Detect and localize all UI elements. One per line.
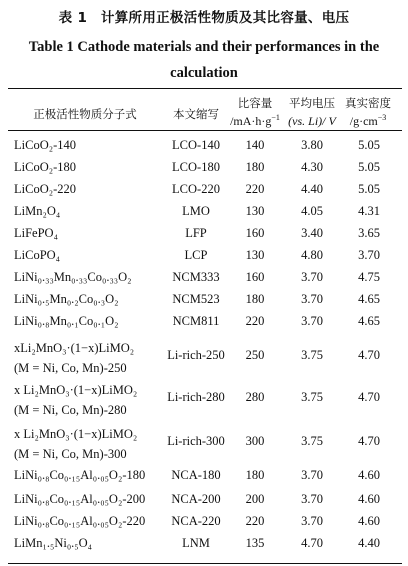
table-row	[8, 292, 402, 312]
table-row	[8, 492, 402, 512]
table-top-rule	[8, 88, 402, 89]
formula-line: (M = Ni, Co, Mn)-280	[14, 403, 127, 417]
formula-cell	[14, 270, 132, 285]
table-row	[8, 160, 402, 180]
formula-line: (M = Ni, Co, Mn)-300	[14, 447, 127, 461]
header-density-sup: −3	[377, 113, 387, 122]
table-row	[8, 468, 402, 488]
density-cell: 4.60	[358, 468, 380, 482]
density-cell: 4.40	[358, 536, 380, 550]
abbrev-cell: LNM	[182, 536, 210, 550]
header-density-unit: /g·cm	[349, 114, 378, 128]
abbrev-cell: NCA-180	[171, 468, 221, 482]
abbrev-cell: NCA-220	[171, 514, 221, 528]
capacity-cell: 160	[245, 226, 265, 240]
table-row	[8, 536, 402, 558]
formula-line: LiFePO₄	[14, 226, 58, 240]
capacity-cell: 180	[245, 160, 265, 174]
formula-cell	[14, 514, 145, 529]
voltage-cell: 3.75	[301, 390, 323, 404]
density-cell: 3.65	[358, 226, 380, 240]
abbrev-cell: Li-rich-300	[167, 434, 225, 448]
density-cell: 3.70	[358, 248, 380, 262]
voltage-cell: 4.40	[301, 182, 323, 196]
formula-cell	[14, 182, 76, 197]
capacity-cell: 300	[245, 434, 265, 448]
formula-cell	[14, 160, 76, 175]
table-row	[8, 226, 402, 246]
density-cell: 4.60	[358, 492, 380, 506]
formula-line: LiMn₂O₄	[14, 204, 61, 218]
formula-cell	[14, 536, 92, 551]
voltage-cell: 4.70	[301, 536, 323, 550]
table-row	[8, 248, 402, 268]
voltage-cell: 3.75	[301, 348, 323, 362]
table-row	[8, 270, 402, 290]
table-caption-english-line1: Table 1 Cathode materials and their performances in the	[28, 39, 380, 55]
capacity-cell: 160	[245, 270, 265, 284]
table-row	[8, 138, 402, 158]
voltage-cell: 3.70	[301, 468, 323, 482]
table-header-rule	[8, 130, 402, 131]
density-cell: 4.70	[358, 434, 380, 448]
density-cell: 5.05	[358, 182, 380, 196]
voltage-cell: 3.75	[301, 434, 323, 448]
abbrev-cell: NCM333	[172, 270, 220, 284]
density-cell: 4.75	[358, 270, 380, 284]
table-row	[8, 338, 402, 378]
capacity-cell: 200	[245, 492, 265, 506]
table-bottom-rule	[8, 563, 402, 564]
formula-cell	[14, 248, 60, 263]
header-abbrev: 本文缩写	[173, 107, 219, 121]
formula-cell	[14, 292, 118, 307]
capacity-cell: 130	[245, 248, 265, 262]
abbrev-cell: LCO-140	[172, 138, 220, 152]
formula-line: LiNi₀.₈Co₀.₁₅Al₀.₀₅O₂-220	[14, 514, 146, 528]
table-row	[8, 314, 402, 334]
header-capacity: 比容量 $/mA\cdot h\cdot g^{-1}$	[230, 96, 280, 128]
voltage-cell: 3.70	[301, 492, 323, 506]
formula-cell	[14, 468, 145, 483]
formula-line: LiNi₀.₈Mn₀.₁Co₀.₁O₂	[14, 314, 119, 328]
formula-line: LiCoO₂-140	[14, 138, 76, 152]
voltage-cell: 3.70	[301, 270, 323, 284]
capacity-cell: 130	[245, 204, 265, 218]
formula-line: LiCoPO₄	[14, 248, 61, 262]
formula-cell	[14, 424, 137, 464]
formula-cell	[14, 138, 76, 153]
table-row	[8, 424, 402, 464]
table-row	[8, 380, 402, 420]
voltage-cell: 3.40	[301, 226, 323, 240]
formula-line: LiMn₁.₅Ni₀.₅O₄	[14, 536, 93, 550]
formula-cell	[14, 314, 118, 329]
capacity-cell: 135	[245, 536, 265, 550]
formula-line: LiCoO₂-180	[14, 160, 76, 174]
formula-cell	[14, 338, 134, 378]
voltage-cell: 3.70	[301, 314, 323, 328]
density-cell: 5.05	[358, 160, 380, 174]
table-caption-chinese: 表 1 计算所用正极活性物质及其比容量、电压	[58, 10, 350, 26]
abbrev-cell: Li-rich-250	[167, 348, 225, 362]
formula-cell	[14, 492, 145, 507]
header-formula: 正极活性物质分子式	[33, 107, 137, 121]
voltage-cell: 4.05	[301, 204, 323, 218]
capacity-cell: 220	[245, 314, 265, 328]
formula-line: (M = Ni, Co, Mn)-250	[14, 361, 127, 375]
abbrev-cell: LCO-180	[172, 160, 220, 174]
header-capacity-unit: /mA·h·g	[230, 114, 272, 128]
voltage-cell: 3.70	[301, 514, 323, 528]
density-cell: 4.70	[358, 348, 380, 362]
header-voltage: 平均电压 (vs. Li)/ V	[288, 96, 336, 128]
formula-line: x Li₂MnO₃·(1−x)LiMO₂	[14, 383, 138, 397]
formula-line: LiNi₀.₅Mn₀.₂Co₀.₃O₂	[14, 292, 119, 306]
density-cell: 5.05	[358, 138, 380, 152]
abbrev-cell: NCA-200	[171, 492, 221, 506]
capacity-cell: 220	[245, 514, 265, 528]
formula-line: xLi₂MnO₃·(1−x)LiMO₂	[14, 341, 135, 355]
capacity-cell: 280	[245, 390, 265, 404]
abbrev-cell: LCO-220	[172, 182, 220, 196]
capacity-cell: 220	[245, 182, 265, 196]
formula-line: LiNi₀.₈Co₀.₁₅Al₀.₀₅O₂-180	[14, 468, 146, 482]
capacity-cell: 180	[245, 292, 265, 306]
abbrev-cell: LFP	[185, 226, 207, 240]
voltage-cell: 3.70	[301, 292, 323, 306]
abbrev-cell: NCM811	[172, 314, 220, 328]
table-row	[8, 514, 402, 534]
formula-line: LiCoO₂-220	[14, 182, 76, 196]
density-cell: 4.31	[358, 204, 380, 218]
capacity-cell: 250	[245, 348, 265, 362]
formula-line: x Li₂MnO₃·(1−x)LiMO₂	[14, 427, 138, 441]
formula-line: LiNi₀.₃₃Mn₀.₃₃Co₀.₃₃O₂	[14, 270, 132, 284]
formula-cell	[14, 380, 137, 420]
header-capacity-sup: −1	[271, 113, 280, 122]
capacity-cell: 180	[245, 468, 265, 482]
table-row	[8, 182, 402, 202]
density-cell: 4.60	[358, 514, 380, 528]
voltage-cell: 4.80	[301, 248, 323, 262]
capacity-cell: 140	[245, 138, 265, 152]
density-cell: 4.65	[358, 292, 380, 306]
table-row	[8, 204, 402, 224]
formula-line: LiNi₀.₈Co₀.₁₅Al₀.₀₅O₂-200	[14, 492, 146, 506]
table-caption-english-line2: calculation	[170, 65, 238, 81]
density-cell: 4.70	[358, 390, 380, 404]
abbrev-cell: NCM523	[172, 292, 220, 306]
formula-cell	[14, 226, 58, 241]
abbrev-cell: LCP	[184, 248, 208, 262]
formula-cell	[14, 204, 60, 219]
abbrev-cell: LMO	[182, 204, 210, 218]
density-cell: 4.65	[358, 314, 380, 328]
voltage-cell: 3.80	[301, 138, 323, 152]
header-density: 真实密度 $/g\cdot cm^{-3}$	[345, 96, 391, 128]
abbrev-cell: Li-rich-280	[167, 390, 225, 404]
voltage-cell: 4.30	[301, 160, 323, 174]
